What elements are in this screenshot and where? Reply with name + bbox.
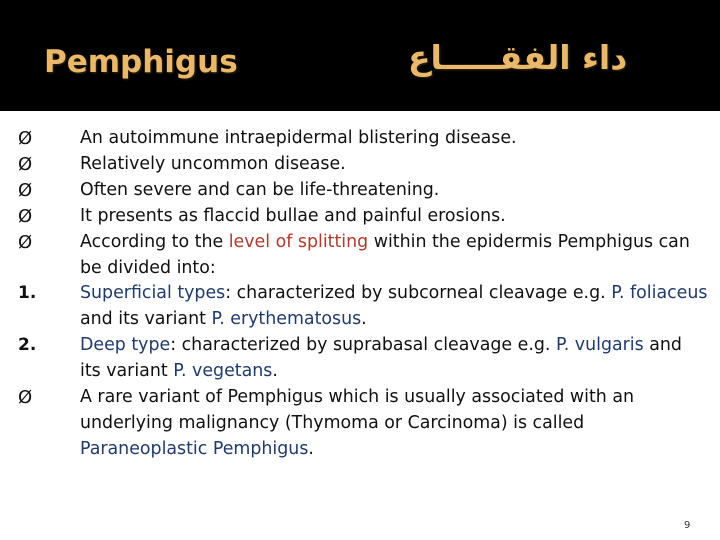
species-p-vulgaris: P. vulgaris [555, 335, 644, 356]
item-text: and its variant [80, 309, 212, 330]
slide-body [18, 126, 708, 463]
bullet-text: Often severe and can be life-threatening. [80, 179, 440, 200]
bullet-text: It presents as flaccid bullae and painful erosions. [80, 205, 506, 226]
item-text: and its variant [80, 335, 682, 382]
item-text: . [361, 309, 367, 330]
slide-title-english: Pemphigus [44, 44, 238, 80]
item-text: : characterized by subcorneal cleavage e.g. [225, 283, 612, 304]
slide-title-arabic: داء الفقـــــاع [408, 38, 628, 77]
highlight-superficial-types: Superficial types [80, 283, 226, 304]
highlight-deep-type: Deep type [80, 335, 171, 356]
bullet-item [18, 385, 708, 463]
bullet-item [18, 178, 708, 204]
arrow-bullet-icon: Ø [18, 128, 33, 149]
bullet-item [18, 204, 708, 230]
bullet-text: An autoimmune intraepidermal blistering disease. [80, 128, 517, 148]
species-p-erythematosus: P. erythematosus [211, 309, 362, 330]
bullet-text: . [308, 438, 314, 459]
highlight-paraneoplastic-pemphigus: Paraneoplastic Pemphigus [80, 438, 309, 459]
highlight-level-of-splitting: level of splitting [228, 231, 369, 252]
bullet-item [18, 230, 708, 282]
arrow-bullet-icon: Ø [18, 205, 33, 227]
item-text: . [272, 361, 278, 382]
title-bar [0, 0, 720, 111]
bullet-text: A rare variant of Pemphigus which is usually associated with an underlying malignancy (Thymoma or Carcinoma) is called [80, 387, 635, 433]
page-number: 9 [684, 520, 691, 531]
number-marker: 2. [18, 335, 37, 356]
item-text: : characterized by suprabasal cleavage e.g. [170, 335, 556, 356]
bullet-text: Relatively uncommon disease. [80, 153, 346, 174]
bullet-item [18, 152, 708, 178]
arrow-bullet-icon: Ø [18, 153, 33, 175]
bullet-item [18, 126, 708, 152]
species-p-vegetans: P. vegetans [173, 361, 273, 382]
numbered-item-superficial [18, 281, 708, 333]
species-p-foliaceus: P. foliaceus [611, 283, 708, 304]
number-marker: 1. [18, 283, 37, 304]
numbered-item-deep [18, 333, 708, 385]
bullet-text: According to the [80, 231, 229, 252]
arrow-bullet-icon: Ø [18, 179, 33, 201]
arrow-bullet-icon: Ø [18, 231, 33, 253]
arrow-bullet-icon: Ø [18, 387, 33, 409]
bullet-text: within the epidermis Pemphigus can be divided into: [80, 231, 690, 278]
